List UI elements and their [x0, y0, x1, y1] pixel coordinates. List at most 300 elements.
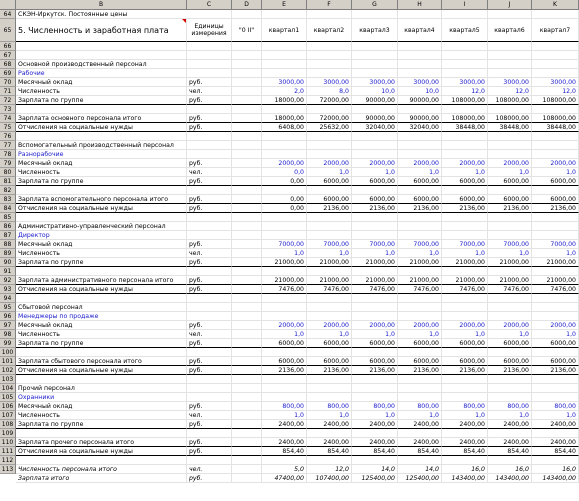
row-header[interactable]: 88	[0, 240, 16, 249]
value-cell[interactable]: 6000,00	[352, 177, 398, 186]
cell[interactable]	[232, 213, 262, 222]
unit-cell[interactable]: руб.	[187, 357, 232, 366]
value-cell[interactable]	[532, 132, 579, 141]
value-cell[interactable]	[488, 132, 532, 141]
unit-cell[interactable]	[187, 141, 232, 150]
cell[interactable]	[232, 132, 262, 141]
column-header-k[interactable]: K	[532, 0, 579, 10]
value-cell[interactable]: 21000,00	[488, 276, 532, 285]
value-cell[interactable]	[398, 384, 442, 393]
value-cell[interactable]: 16,0	[488, 465, 532, 474]
row-label[interactable]: Зарплата сбытового персонала итого	[16, 357, 187, 366]
value-cell[interactable]: 2400,00	[532, 420, 579, 429]
value-cell[interactable]: 2,0	[262, 87, 307, 96]
row-label[interactable]: Численность персонала итого	[16, 465, 187, 474]
unit-cell[interactable]: руб.	[187, 114, 232, 123]
row-label[interactable]: Менеджеры по продаже	[16, 312, 187, 321]
value-cell[interactable]: 2000,00	[262, 321, 307, 330]
value-cell[interactable]	[352, 375, 398, 384]
value-cell[interactable]: 1,0	[398, 330, 442, 339]
unit-cell[interactable]: руб.	[187, 177, 232, 186]
row-header[interactable]: 94	[0, 294, 16, 303]
unit-cell[interactable]: чел.	[187, 465, 232, 474]
column-header-f[interactable]: F	[307, 0, 352, 10]
cell[interactable]	[232, 447, 262, 456]
value-cell[interactable]: 6000,00	[398, 195, 442, 204]
value-cell[interactable]	[532, 222, 579, 231]
value-cell[interactable]	[398, 222, 442, 231]
cell[interactable]	[352, 10, 398, 19]
value-cell[interactable]: 1,0	[532, 411, 579, 420]
unit-cell[interactable]: руб.	[187, 78, 232, 87]
quarter-header[interactable]: квартал5	[442, 19, 488, 42]
value-cell[interactable]	[532, 294, 579, 303]
unit-cell[interactable]	[187, 150, 232, 159]
row-label[interactable]: Зарплата вспомогательного персонала итого	[16, 195, 187, 204]
value-cell[interactable]	[442, 186, 488, 195]
value-cell[interactable]	[352, 141, 398, 150]
value-cell[interactable]: 800,00	[307, 402, 352, 411]
unit-cell[interactable]: чел.	[187, 330, 232, 339]
column-header-g[interactable]: G	[352, 0, 398, 10]
unit-cell[interactable]	[187, 393, 232, 402]
row-header[interactable]: 112	[0, 456, 16, 465]
row-header[interactable]: 69	[0, 69, 16, 78]
value-cell[interactable]	[488, 375, 532, 384]
value-cell[interactable]	[262, 222, 307, 231]
row-header[interactable]: 99	[0, 339, 16, 348]
unit-cell[interactable]	[187, 105, 232, 114]
row-label[interactable]	[16, 375, 187, 384]
value-cell[interactable]	[307, 132, 352, 141]
value-cell[interactable]: 3000,00	[442, 78, 488, 87]
unit-cell[interactable]	[187, 375, 232, 384]
value-cell[interactable]: 38448,00	[488, 123, 532, 132]
value-cell[interactable]	[352, 456, 398, 465]
value-cell[interactable]	[398, 393, 442, 402]
value-cell[interactable]	[442, 393, 488, 402]
unit-cell[interactable]	[187, 429, 232, 438]
cell[interactable]	[232, 168, 262, 177]
value-cell[interactable]: 6000,00	[532, 339, 579, 348]
value-cell[interactable]: 6000,00	[307, 339, 352, 348]
cell[interactable]	[232, 474, 262, 483]
value-cell[interactable]	[442, 384, 488, 393]
value-cell[interactable]	[262, 303, 307, 312]
cell[interactable]	[232, 303, 262, 312]
value-cell[interactable]: 1,0	[532, 168, 579, 177]
unit-cell[interactable]: чел.	[187, 411, 232, 420]
value-cell[interactable]: 2400,00	[488, 420, 532, 429]
unit-cell[interactable]: руб.	[187, 438, 232, 447]
value-cell[interactable]: 2136,00	[442, 204, 488, 213]
row-header[interactable]: 79	[0, 159, 16, 168]
value-cell[interactable]: 6000,00	[307, 177, 352, 186]
value-cell[interactable]: 21000,00	[352, 276, 398, 285]
cell[interactable]	[232, 420, 262, 429]
value-cell[interactable]: 72000,00	[307, 96, 352, 105]
unit-cell[interactable]: руб.	[187, 240, 232, 249]
cell[interactable]	[352, 42, 398, 51]
value-cell[interactable]	[352, 231, 398, 240]
value-cell[interactable]: 7476,00	[532, 285, 579, 294]
unit-cell[interactable]: руб.	[187, 321, 232, 330]
value-cell[interactable]	[398, 105, 442, 114]
value-cell[interactable]	[532, 267, 579, 276]
column-header-h[interactable]: H	[398, 0, 442, 10]
value-cell[interactable]	[307, 222, 352, 231]
value-cell[interactable]: 10,0	[352, 87, 398, 96]
value-cell[interactable]: 14,0	[352, 465, 398, 474]
cell[interactable]	[442, 10, 488, 19]
cell[interactable]	[232, 78, 262, 87]
value-cell[interactable]: 854,40	[398, 447, 442, 456]
value-cell[interactable]: 108000,00	[532, 96, 579, 105]
value-cell[interactable]: 1,0	[488, 249, 532, 258]
value-cell[interactable]	[442, 267, 488, 276]
value-cell[interactable]: 1,0	[398, 249, 442, 258]
value-cell[interactable]	[352, 303, 398, 312]
value-cell[interactable]: 6408,00	[262, 123, 307, 132]
row-header[interactable]: 106	[0, 402, 16, 411]
row-header[interactable]: 110	[0, 438, 16, 447]
value-cell[interactable]	[442, 213, 488, 222]
cell[interactable]	[232, 195, 262, 204]
value-cell[interactable]	[352, 186, 398, 195]
value-cell[interactable]	[307, 375, 352, 384]
value-cell[interactable]: 3000,00	[262, 78, 307, 87]
row-label[interactable]: Зарплата по группе	[16, 258, 187, 267]
value-cell[interactable]: 6000,00	[488, 177, 532, 186]
row-label[interactable]: Зарплата по группе	[16, 96, 187, 105]
value-cell[interactable]	[488, 393, 532, 402]
value-cell[interactable]	[442, 294, 488, 303]
row-header[interactable]: 64	[0, 10, 16, 19]
cell[interactable]	[398, 10, 442, 19]
value-cell[interactable]	[307, 69, 352, 78]
row-label[interactable]: Рабочие	[16, 69, 187, 78]
value-cell[interactable]: 1,0	[442, 411, 488, 420]
row-header[interactable]: 108	[0, 420, 16, 429]
row-label[interactable]: Месячный оклад	[16, 240, 187, 249]
cell[interactable]	[232, 87, 262, 96]
row-header[interactable]: 86	[0, 222, 16, 231]
row-header[interactable]: 102	[0, 366, 16, 375]
unit-cell[interactable]: руб.	[187, 474, 232, 483]
value-cell[interactable]: 7000,00	[307, 240, 352, 249]
value-cell[interactable]: 7476,00	[262, 285, 307, 294]
row-label[interactable]: Месячный оклад	[16, 402, 187, 411]
value-cell[interactable]: 21000,00	[442, 258, 488, 267]
value-cell[interactable]: 1,0	[262, 249, 307, 258]
value-cell[interactable]: 1,0	[352, 330, 398, 339]
value-cell[interactable]: 21000,00	[398, 276, 442, 285]
section-title[interactable]: 5. Численность и заработная плата	[16, 19, 187, 42]
value-cell[interactable]: 108000,00	[488, 114, 532, 123]
cell[interactable]	[532, 10, 579, 19]
value-cell[interactable]: 2136,00	[307, 204, 352, 213]
units-header[interactable]: Единицы измерения	[187, 19, 232, 42]
value-cell[interactable]	[398, 213, 442, 222]
row-header[interactable]: 73	[0, 105, 16, 114]
value-cell[interactable]: 10,0	[398, 87, 442, 96]
value-cell[interactable]: 7000,00	[262, 240, 307, 249]
value-cell[interactable]	[352, 384, 398, 393]
row-header[interactable]: 93	[0, 285, 16, 294]
value-cell[interactable]: 7000,00	[352, 240, 398, 249]
cell[interactable]	[232, 60, 262, 69]
cell[interactable]	[187, 42, 232, 51]
row-header[interactable]: 95	[0, 303, 16, 312]
value-cell[interactable]	[532, 312, 579, 321]
value-cell[interactable]: 1,0	[352, 249, 398, 258]
value-cell[interactable]: 7476,00	[352, 285, 398, 294]
value-cell[interactable]: 2136,00	[442, 366, 488, 375]
cell[interactable]	[232, 339, 262, 348]
row-header[interactable]: 85	[0, 213, 16, 222]
value-cell[interactable]	[442, 222, 488, 231]
row-label[interactable]: Зарплата итого	[16, 474, 187, 483]
value-cell[interactable]: 2000,00	[398, 159, 442, 168]
value-cell[interactable]: 7476,00	[442, 285, 488, 294]
value-cell[interactable]: 800,00	[488, 402, 532, 411]
column-header-e[interactable]: E	[262, 0, 307, 10]
row-label[interactable]	[16, 348, 187, 357]
value-cell[interactable]: 2136,00	[398, 366, 442, 375]
value-cell[interactable]: 125400,00	[352, 474, 398, 483]
value-cell[interactable]: 1,0	[442, 168, 488, 177]
value-cell[interactable]	[398, 132, 442, 141]
value-cell[interactable]	[398, 294, 442, 303]
row-header[interactable]: 89	[0, 249, 16, 258]
quarter-header[interactable]: квартал6	[488, 19, 532, 42]
quarter-header[interactable]: квартал3	[352, 19, 398, 42]
value-cell[interactable]	[262, 456, 307, 465]
value-cell[interactable]: 21000,00	[307, 276, 352, 285]
row-header[interactable]: 98	[0, 330, 16, 339]
row-label[interactable]: Месячный оклад	[16, 78, 187, 87]
cell[interactable]	[532, 42, 579, 51]
value-cell[interactable]	[307, 429, 352, 438]
cell[interactable]	[232, 438, 262, 447]
row-label[interactable]: Численность	[16, 87, 187, 96]
row-header[interactable]: 65	[0, 19, 16, 42]
row-header[interactable]: 103	[0, 375, 16, 384]
value-cell[interactable]: 2400,00	[262, 420, 307, 429]
row-label[interactable]: Отчисления на социальные нужды	[16, 204, 187, 213]
cell[interactable]	[398, 42, 442, 51]
unit-cell[interactable]: руб.	[187, 420, 232, 429]
value-cell[interactable]	[307, 303, 352, 312]
value-cell[interactable]	[398, 267, 442, 276]
unit-cell[interactable]: руб.	[187, 339, 232, 348]
value-cell[interactable]: 2000,00	[488, 159, 532, 168]
value-cell[interactable]: 854,40	[262, 447, 307, 456]
value-cell[interactable]: 3000,00	[352, 78, 398, 87]
cell[interactable]	[232, 330, 262, 339]
value-cell[interactable]	[532, 141, 579, 150]
value-cell[interactable]	[488, 303, 532, 312]
value-cell[interactable]	[442, 132, 488, 141]
value-cell[interactable]	[532, 105, 579, 114]
value-cell[interactable]: 800,00	[352, 402, 398, 411]
row-header[interactable]: 97	[0, 321, 16, 330]
value-cell[interactable]: 21000,00	[532, 276, 579, 285]
value-cell[interactable]	[488, 51, 532, 60]
value-cell[interactable]: 854,40	[307, 447, 352, 456]
value-cell[interactable]: 2000,00	[352, 159, 398, 168]
value-cell[interactable]: 12,0	[532, 87, 579, 96]
value-cell[interactable]: 3000,00	[532, 78, 579, 87]
value-cell[interactable]: 90000,00	[398, 96, 442, 105]
cell[interactable]	[232, 240, 262, 249]
value-cell[interactable]	[532, 213, 579, 222]
value-cell[interactable]: 2400,00	[442, 438, 488, 447]
unit-cell[interactable]	[187, 348, 232, 357]
period-zero-header[interactable]: "0 II"	[232, 19, 262, 42]
value-cell[interactable]: 1,0	[488, 330, 532, 339]
value-cell[interactable]: 7476,00	[307, 285, 352, 294]
value-cell[interactable]	[442, 456, 488, 465]
quarter-header[interactable]: квартал2	[307, 19, 352, 42]
value-cell[interactable]	[532, 384, 579, 393]
row-label[interactable]	[16, 294, 187, 303]
cell[interactable]	[307, 10, 352, 19]
cell[interactable]	[232, 258, 262, 267]
value-cell[interactable]: 800,00	[398, 402, 442, 411]
unit-cell[interactable]: руб.	[187, 258, 232, 267]
row-label[interactable]: Отчисления на социальные нужды	[16, 447, 187, 456]
value-cell[interactable]: 2400,00	[398, 420, 442, 429]
value-cell[interactable]	[532, 348, 579, 357]
value-cell[interactable]: 2400,00	[398, 438, 442, 447]
value-cell[interactable]	[442, 303, 488, 312]
value-cell[interactable]	[307, 294, 352, 303]
quarter-header[interactable]: квартал1	[262, 19, 307, 42]
value-cell[interactable]: 6000,00	[532, 195, 579, 204]
value-cell[interactable]: 2136,00	[532, 366, 579, 375]
row-label[interactable]: Зарплата по группе	[16, 420, 187, 429]
row-label[interactable]: Административно-управленческий персонал	[16, 222, 187, 231]
value-cell[interactable]: 6000,00	[307, 357, 352, 366]
column-header-d[interactable]: D	[232, 0, 262, 10]
value-cell[interactable]	[352, 213, 398, 222]
row-label[interactable]: Численность	[16, 330, 187, 339]
value-cell[interactable]: 108000,00	[488, 96, 532, 105]
value-cell[interactable]: 1,0	[352, 411, 398, 420]
value-cell[interactable]	[307, 393, 352, 402]
value-cell[interactable]: 0,00	[262, 204, 307, 213]
value-cell[interactable]: 1,0	[532, 330, 579, 339]
cell[interactable]	[232, 411, 262, 420]
cell[interactable]	[232, 123, 262, 132]
cell[interactable]	[232, 393, 262, 402]
value-cell[interactable]	[352, 150, 398, 159]
row-header[interactable]: 107	[0, 411, 16, 420]
value-cell[interactable]	[398, 303, 442, 312]
row-header[interactable]: 92	[0, 276, 16, 285]
value-cell[interactable]: 21000,00	[262, 258, 307, 267]
quarter-header[interactable]: квартал4	[398, 19, 442, 42]
value-cell[interactable]: 3000,00	[488, 78, 532, 87]
value-cell[interactable]: 0,00	[262, 195, 307, 204]
value-cell[interactable]: 21000,00	[442, 276, 488, 285]
unit-cell[interactable]: руб.	[187, 366, 232, 375]
value-cell[interactable]	[398, 231, 442, 240]
value-cell[interactable]	[398, 60, 442, 69]
unit-cell[interactable]	[187, 60, 232, 69]
value-cell[interactable]	[532, 375, 579, 384]
cell[interactable]	[232, 177, 262, 186]
value-cell[interactable]	[442, 105, 488, 114]
cell[interactable]	[232, 114, 262, 123]
cell[interactable]	[232, 366, 262, 375]
value-cell[interactable]: 72000,00	[307, 114, 352, 123]
value-cell[interactable]	[398, 375, 442, 384]
row-header[interactable]: 96	[0, 312, 16, 321]
value-cell[interactable]	[442, 69, 488, 78]
row-header[interactable]: 80	[0, 168, 16, 177]
value-cell[interactable]: 143400,00	[442, 474, 488, 483]
value-cell[interactable]	[488, 294, 532, 303]
value-cell[interactable]	[488, 456, 532, 465]
value-cell[interactable]	[262, 393, 307, 402]
value-cell[interactable]: 2000,00	[442, 321, 488, 330]
value-cell[interactable]	[307, 312, 352, 321]
value-cell[interactable]: 14,0	[398, 465, 442, 474]
cell[interactable]	[232, 456, 262, 465]
unit-cell[interactable]	[187, 294, 232, 303]
value-cell[interactable]: 21000,00	[532, 258, 579, 267]
value-cell[interactable]: 1,0	[307, 411, 352, 420]
value-cell[interactable]	[352, 69, 398, 78]
value-cell[interactable]	[262, 132, 307, 141]
row-header[interactable]: 104	[0, 384, 16, 393]
value-cell[interactable]: 1,0	[488, 411, 532, 420]
value-cell[interactable]: 6000,00	[488, 339, 532, 348]
value-cell[interactable]	[352, 222, 398, 231]
value-cell[interactable]	[488, 384, 532, 393]
value-cell[interactable]: 7476,00	[488, 285, 532, 294]
value-cell[interactable]	[262, 348, 307, 357]
value-cell[interactable]: 6000,00	[398, 339, 442, 348]
value-cell[interactable]	[488, 150, 532, 159]
row-header[interactable]: 68	[0, 60, 16, 69]
cell[interactable]	[232, 141, 262, 150]
value-cell[interactable]: 1,0	[442, 249, 488, 258]
value-cell[interactable]	[262, 384, 307, 393]
value-cell[interactable]: 2400,00	[307, 438, 352, 447]
cell[interactable]	[232, 384, 262, 393]
unit-cell[interactable]	[187, 267, 232, 276]
value-cell[interactable]: 1,0	[398, 411, 442, 420]
unit-cell[interactable]	[187, 51, 232, 60]
column-header-i[interactable]: I	[442, 0, 488, 10]
cell[interactable]	[232, 10, 262, 19]
value-cell[interactable]: 25632,00	[307, 123, 352, 132]
row-header[interactable]: 67	[0, 51, 16, 60]
value-cell[interactable]	[532, 393, 579, 402]
value-cell[interactable]: 0,00	[262, 177, 307, 186]
value-cell[interactable]: 21000,00	[488, 258, 532, 267]
value-cell[interactable]	[352, 348, 398, 357]
value-cell[interactable]: 90000,00	[352, 114, 398, 123]
value-cell[interactable]	[532, 303, 579, 312]
row-header[interactable]: 72	[0, 96, 16, 105]
value-cell[interactable]	[442, 51, 488, 60]
value-cell[interactable]: 2000,00	[488, 321, 532, 330]
cell[interactable]	[232, 312, 262, 321]
